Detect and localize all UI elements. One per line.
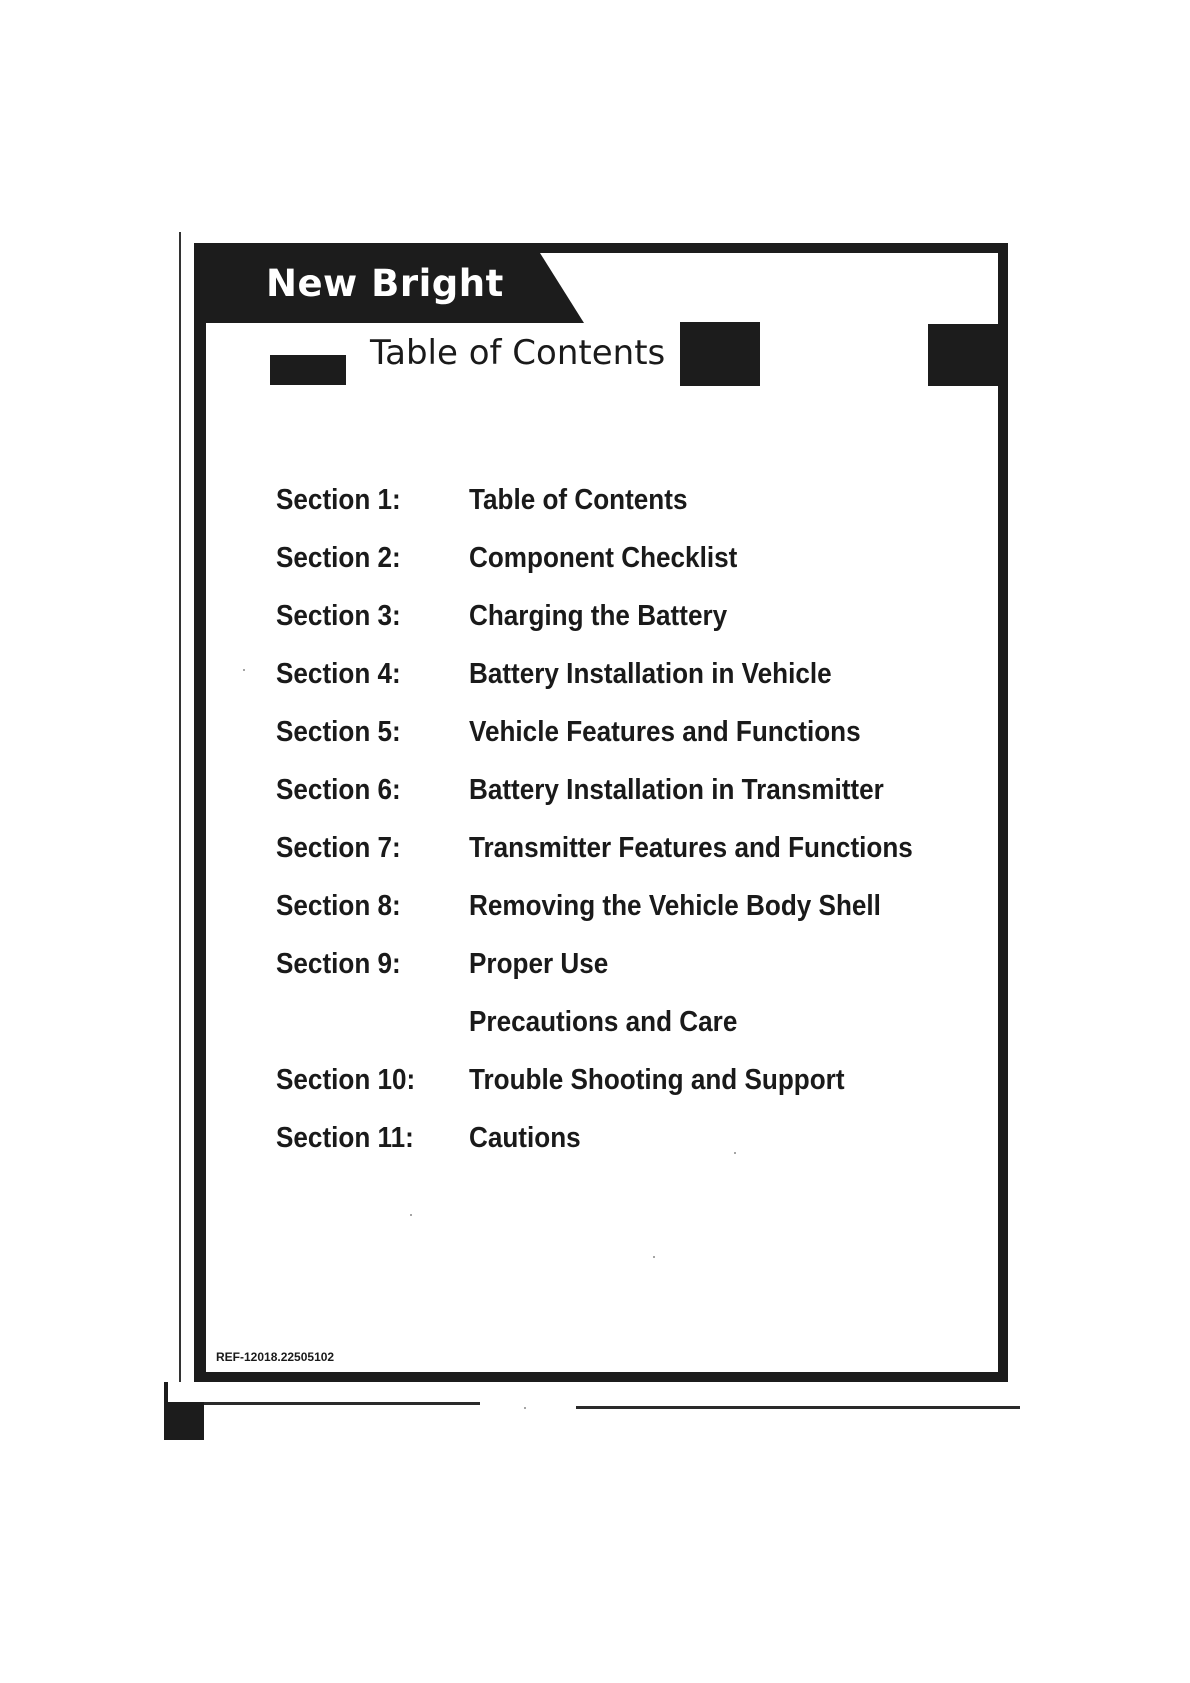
scan-speck [243,669,245,671]
toc-row [276,600,976,658]
toc-row [276,948,976,1006]
toc-row [276,484,976,542]
section-title: Vehicle Features and Functions [469,716,861,748]
section-title: Battery Installation in Transmitter [469,774,884,806]
heading-left-block [270,355,346,385]
bottom-rule-right [576,1406,1020,1409]
toc-row [276,774,976,832]
toc-row [276,832,976,890]
toc-row [276,1122,976,1180]
section-number: Section 3: [276,600,401,632]
section-title: Table of Contents [469,484,688,516]
toc-row [276,1006,976,1064]
section-number: Section 10: [276,1064,416,1096]
section-title: Battery Installation in Vehicle [469,658,832,690]
section-title: Component Checklist [469,542,738,574]
section-number: Section 4: [276,658,401,690]
section-number: Section 9: [276,948,401,980]
section-title: Precautions and Care [469,1006,738,1038]
toc-row [276,716,976,774]
scan-speck [524,1407,526,1409]
scan-speck [734,1152,736,1154]
section-title: Transmitter Features and Functions [469,832,913,864]
bottom-rule-left [166,1402,480,1405]
toc-row [276,542,976,600]
brand-name: New Bright [266,262,504,305]
section-number: Section 6: [276,774,401,806]
bottom-left-block [164,1402,204,1440]
section-title: Trouble Shooting and Support [469,1064,845,1096]
toc-row [276,890,976,948]
section-title: Charging the Battery [469,600,728,632]
section-title: Cautions [469,1122,581,1154]
section-title: Removing the Vehicle Body Shell [469,890,881,922]
section-number: Section 1: [276,484,401,516]
reference-code: REF-12018.22505102 [216,1350,335,1364]
corner-block [928,324,998,386]
toc-list [276,484,976,1180]
toc-heading: Table of Contents [370,333,666,373]
scan-edge-rule [179,232,181,1382]
section-number: Section 5: [276,716,401,748]
scan-speck [410,1214,412,1216]
section-title: Proper Use [469,948,609,980]
section-number: Section 8: [276,890,401,922]
toc-row [276,1064,976,1122]
heading-right-block [680,322,760,386]
scan-speck [653,1256,655,1258]
section-number: Section 2: [276,542,401,574]
section-number: Section 7: [276,832,401,864]
bottom-left-edge [164,1382,168,1404]
section-number: Section 11: [276,1122,414,1154]
toc-row [276,658,976,716]
